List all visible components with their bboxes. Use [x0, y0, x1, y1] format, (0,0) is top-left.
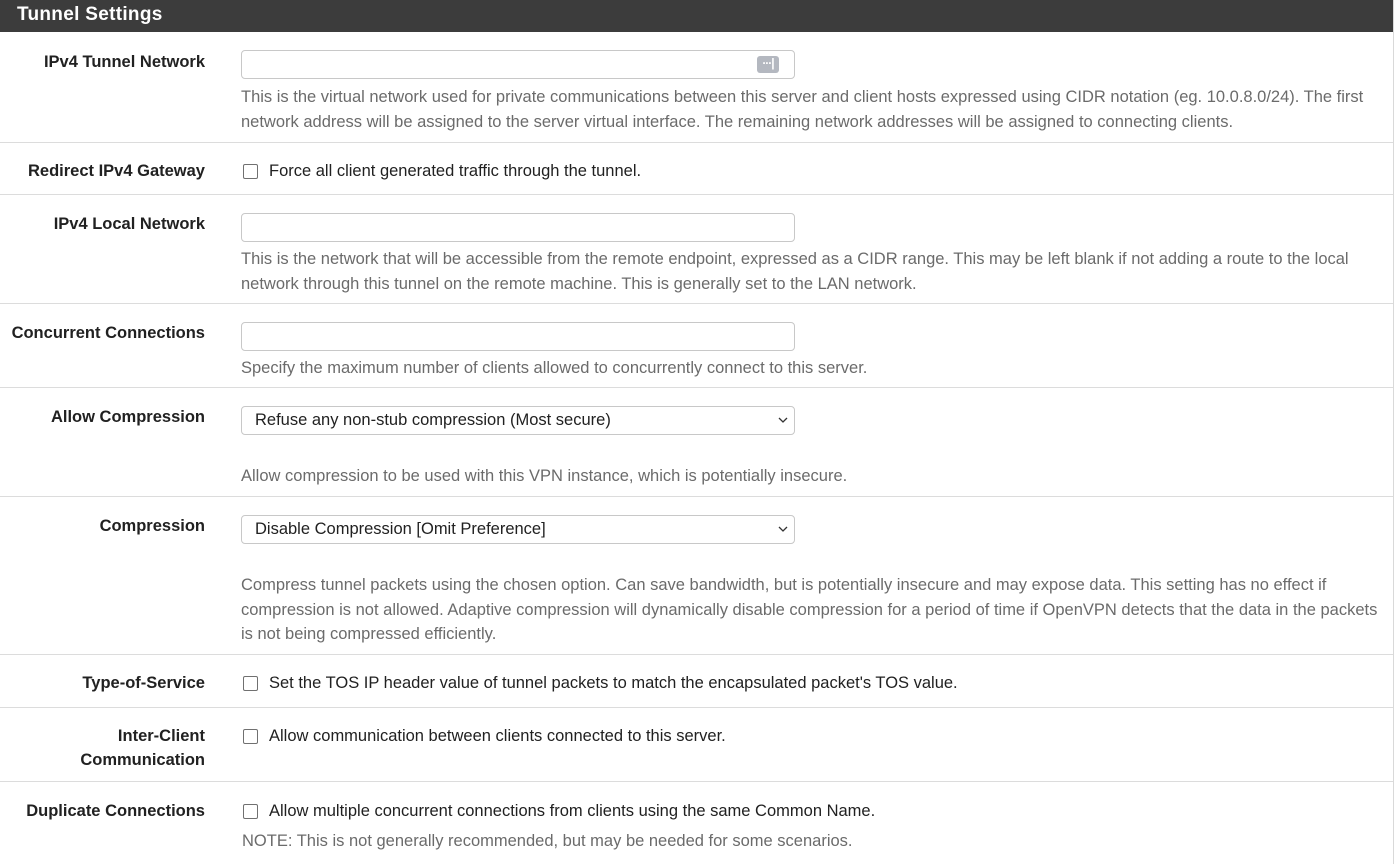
ipv4-local-network-help: This is the network that will be accessible from the remote endpoint, expressed as a CIDR range. This may be left blank if not adding a route to the local network through this tunnel on the remote machine. This is generally set to the LAN network.	[241, 250, 1349, 293]
inter-client-communication-label	[0, 724, 205, 772]
row-compression	[0, 497, 1393, 655]
allow-compression-selected: Refuse any non-stub compression (Most secure)	[255, 411, 611, 429]
redirect-ipv4-gateway-option[interactable]	[241, 159, 1379, 183]
row-ipv4-tunnel-network	[0, 32, 1393, 143]
row-type-of-service	[0, 655, 1393, 708]
ipv4-tunnel-network-field	[241, 50, 1379, 134]
compression-help: Compress tunnel packets using the chosen option. Can save bandwidth, but is potentially insecure and may expose data. This setting has no effect if compression is not allowed. Adaptive compression will dynamically disable compression for a period of time if OpenVPN detects that the data in the packets is not being compressed efficiently.	[241, 576, 1378, 643]
ipv4-tunnel-network-help: This is the virtual network used for private communications between this server and client hosts expressed using CIDR notation (eg. 10.0.8.0/24). The first network address will be assigned to the server virtual interface. The remaining network addresses will be assigned to connecting clients.	[241, 88, 1364, 131]
inter-client-communication-checkbox[interactable]	[243, 729, 258, 744]
chevron-down-icon	[778, 524, 788, 534]
type-of-service-label: Type-of-Service	[82, 674, 205, 692]
duplicate-connections-checkbox[interactable]	[243, 804, 258, 819]
duplicate-connections-note: NOTE: This is not generally recommended, but may be needed for some scenarios.	[242, 832, 853, 850]
inter-client-communication-option[interactable]	[241, 724, 1379, 748]
concurrent-connections-label: Concurrent Connections	[11, 324, 205, 342]
duplicate-connections-option[interactable]	[241, 799, 1379, 823]
compression-select[interactable]	[241, 515, 795, 544]
ipv4-local-network-input[interactable]	[241, 213, 795, 242]
keyboard-icon[interactable]: ···|	[757, 56, 779, 73]
type-of-service-option[interactable]	[241, 671, 1379, 695]
row-redirect-ipv4-gateway	[0, 143, 1393, 195]
ipv4-local-network-label: IPv4 Local Network	[53, 215, 205, 233]
inter-client-communication-checkbox-label[interactable]: Allow communication between clients connected to this server.	[269, 727, 726, 745]
row-concurrent-connections	[0, 304, 1393, 388]
row-allow-compression	[0, 388, 1393, 497]
inter-client-label-line1: Inter-Client	[117, 727, 205, 745]
allow-compression-label: Allow Compression	[50, 408, 205, 426]
duplicate-connections-label: Duplicate Connections	[26, 802, 205, 820]
inter-client-label-line2: Communication	[80, 751, 205, 769]
type-of-service-checkbox-label[interactable]: Set the TOS IP header value of tunnel packets to match the encapsulated packet's TOS value.	[269, 674, 958, 692]
concurrent-connections-input[interactable]	[241, 322, 795, 351]
row-inter-client-communication	[0, 708, 1393, 782]
redirect-ipv4-gateway-checkbox[interactable]	[243, 164, 258, 179]
compression-label: Compression	[99, 517, 205, 535]
panel-title: Tunnel Settings	[0, 0, 1393, 32]
redirect-ipv4-gateway-label: Redirect IPv4 Gateway	[27, 162, 205, 180]
ipv4-tunnel-network-label: IPv4 Tunnel Network	[43, 53, 205, 71]
concurrent-connections-help: Specify the maximum number of clients allowed to concurrently connect to this server.	[241, 359, 868, 377]
duplicate-connections-checkbox-label[interactable]: Allow multiple concurrent connections from clients using the same Common Name.	[269, 802, 876, 820]
allow-compression-help: Allow compression to be used with this VPN instance, which is potentially insecure.	[241, 467, 848, 485]
type-of-service-checkbox[interactable]	[243, 676, 258, 691]
allow-compression-select[interactable]	[241, 406, 795, 435]
row-ipv4-local-network	[0, 195, 1393, 304]
redirect-ipv4-gateway-checkbox-label[interactable]: Force all client generated traffic through the tunnel.	[269, 162, 642, 180]
ipv4-tunnel-network-input[interactable]	[241, 50, 795, 79]
compression-selected: Disable Compression [Omit Preference]	[255, 520, 546, 538]
chevron-down-icon	[778, 415, 788, 425]
row-duplicate-connections	[0, 782, 1393, 864]
